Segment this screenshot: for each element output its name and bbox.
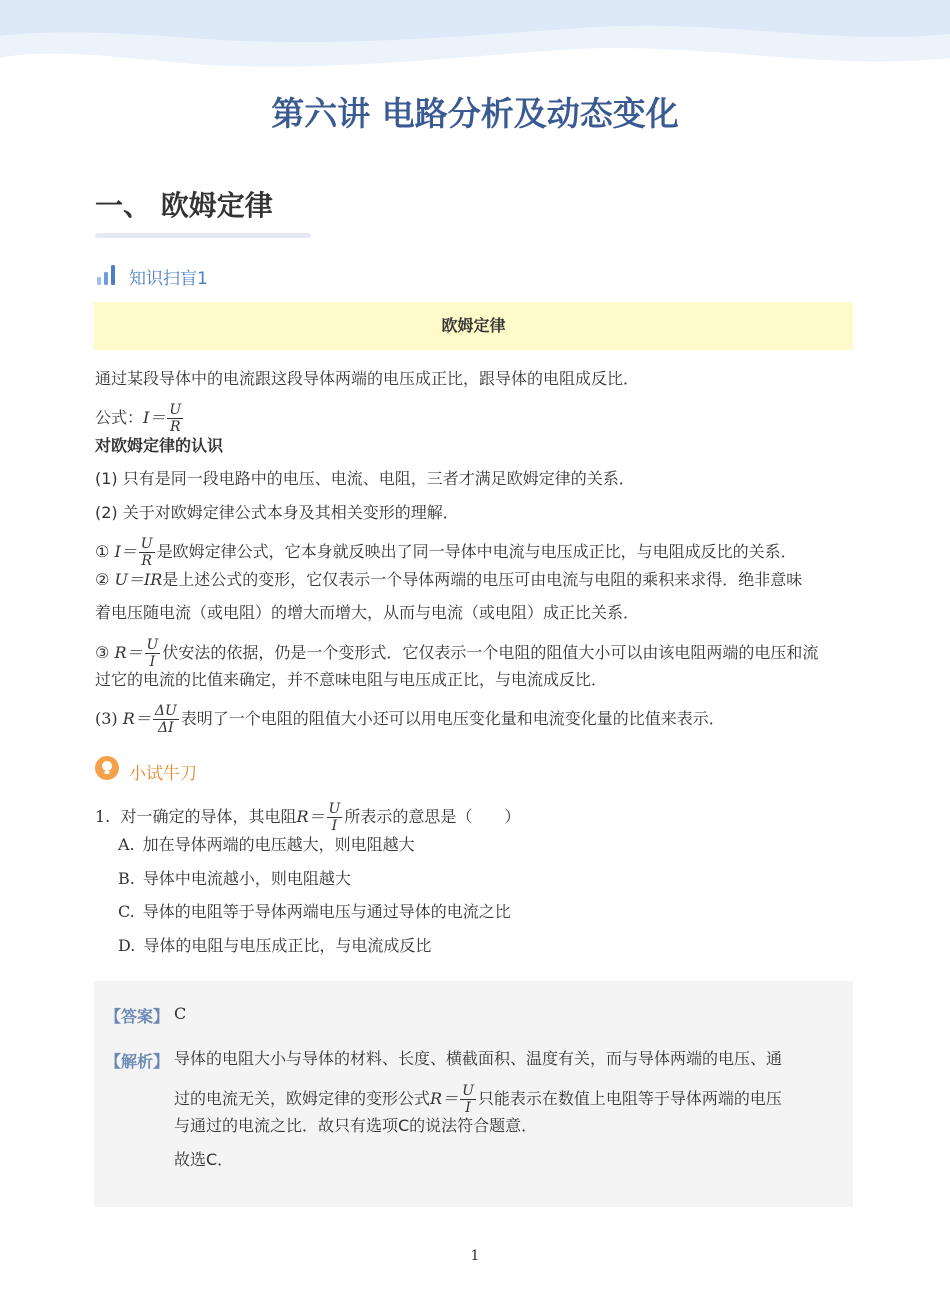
c1-numerator: U xyxy=(140,536,153,552)
c1-formula-lhs: I＝ xyxy=(114,542,137,561)
formula-line xyxy=(95,402,185,435)
c1-text: 是欧姆定律公式，它本身就反映出了同一导体中电流与电压成正比，与电阻成反比的关系． xyxy=(156,542,797,561)
formula-numerator: U xyxy=(169,402,182,418)
question-fraction xyxy=(327,801,343,834)
analysis-line-1: 导体的电阻大小与导体的材料、长度、横截面积、温度有关，而与导体两端的电压、通 xyxy=(174,1049,783,1068)
formula-denominator: R xyxy=(169,419,181,435)
circle-mark-3: ③ xyxy=(95,643,110,662)
practice-section-label: 小试牛刀 xyxy=(129,764,197,784)
bar-chart-icon xyxy=(96,264,120,286)
answer-tag: 【答案】 xyxy=(105,1007,170,1026)
question-number: 1. xyxy=(95,807,111,826)
option-text: 导体的电阻等于导体两端电压与通过导体的电流之比 xyxy=(142,902,511,921)
intro-text: 通过某段导体中的电流跟这段导体两端的电压成正比，跟导体的电阻成反比． xyxy=(95,369,640,388)
p3-text: 表明了一个电阻的阻值大小还可以用电压变化量和电流变化量的比值来表示． xyxy=(180,709,725,728)
c1-fraction xyxy=(139,536,155,569)
option-text: 加在导体两端的电压越大，则电阻越大 xyxy=(142,835,415,854)
question-formula-lhs: R＝ xyxy=(296,807,325,826)
option-letter: B. xyxy=(118,869,135,888)
topic-banner: 欧姆定律 xyxy=(94,302,853,350)
question-denominator: I xyxy=(331,818,338,834)
point-3-mark: (3) xyxy=(95,709,118,728)
circle-mark-1: ① xyxy=(95,542,110,561)
point-3 xyxy=(95,703,725,736)
analysis-line-3: 与通过的电流之比．故只有选项C的说法符合题意． xyxy=(174,1116,538,1135)
c3-text: 伏安法的依据，仍是一个变形式．它仅表示一个电阻的阻值大小可以由该电阻两端的电压和流 xyxy=(162,643,819,662)
page-number: 1 xyxy=(470,1248,480,1264)
section-underline xyxy=(95,233,311,238)
analysis-tag: 【解析】 xyxy=(105,1052,170,1071)
option-letter: D. xyxy=(118,936,136,955)
circle-mark-2: ② xyxy=(95,570,110,589)
answer-value: C xyxy=(174,1004,187,1023)
point-2: (2) 关于对欧姆定律公式本身及其相关变形的理解． xyxy=(95,503,459,522)
document-title: 第六讲 电路分析及动态变化 xyxy=(271,94,679,133)
analysis-fraction xyxy=(460,1083,476,1116)
c3-formula-lhs: R＝ xyxy=(114,643,143,662)
c2-text: 是上述公式的变形，它仅表示一个导体两端的电压可由电流与电阻的乘积来求得．绝非意味 xyxy=(162,570,803,589)
formula-fraction xyxy=(167,402,183,435)
question-1 xyxy=(95,801,520,834)
section-title: 一、 欧姆定律 xyxy=(95,189,273,222)
c1-denominator: R xyxy=(141,553,152,569)
option-b[interactable] xyxy=(118,869,351,889)
question-numerator: U xyxy=(328,801,341,817)
formula-lhs: I＝ xyxy=(143,408,166,427)
option-letter: C. xyxy=(118,902,135,921)
c3-numerator: U xyxy=(146,637,159,653)
analysis-line-2-end: 只能表示在数值上电阻等于导体两端的电压 xyxy=(477,1089,782,1108)
analysis-line-2 xyxy=(174,1083,782,1116)
understanding-heading: 对欧姆定律的认识 xyxy=(95,436,224,455)
c3-fraction xyxy=(145,637,161,670)
option-d[interactable] xyxy=(118,936,431,956)
option-a[interactable] xyxy=(118,835,415,855)
formula-prefix: 公式： xyxy=(95,408,144,427)
option-text: 导体中电流越小，则电阻越大 xyxy=(142,869,351,888)
option-c[interactable] xyxy=(118,902,511,922)
p3-formula-lhs: R＝ xyxy=(122,709,151,728)
question-text-end: 所表示的意思是（ ） xyxy=(344,807,521,826)
option-text: 导体的电阻与电压成正比，与电流成反比 xyxy=(143,936,432,955)
lightbulb-icon xyxy=(95,756,119,780)
analysis-numerator: U xyxy=(462,1083,474,1099)
circle-point-2-cont: 着电压随电流（或电阻）的增大而增大，从而与电流（或电阻）成正比关系． xyxy=(95,603,640,622)
question-text: 对一确定的导体，其电阻 xyxy=(120,807,297,826)
circle-point-2 xyxy=(95,570,802,590)
point-1: (1) 只有是同一段电路中的电压、电流、电阻，三者才满足欧姆定律的关系． xyxy=(95,469,635,488)
analysis-line-2-start: 过的电流无关，欧姆定律的变形公式 xyxy=(174,1089,431,1108)
analysis-formula-lhs: R＝ xyxy=(430,1089,459,1108)
p3-fraction xyxy=(153,703,179,736)
knowledge-section-label: 知识扫盲1 xyxy=(129,269,208,289)
p3-denominator: ΔI xyxy=(157,720,174,736)
analysis-line-4: 故选C． xyxy=(174,1150,234,1169)
p3-numerator: ΔU xyxy=(154,703,177,719)
header-wave-decoration xyxy=(0,0,950,72)
circle-point-3-cont: 过它的电流的比值来确定，并不意味电阻与电压成正比，与电流成反比． xyxy=(95,670,608,689)
analysis-denominator: I xyxy=(465,1100,471,1116)
option-letter: A. xyxy=(118,835,135,854)
circle-point-3 xyxy=(95,637,818,670)
c3-denominator: I xyxy=(149,654,156,670)
circle-point-1 xyxy=(95,536,797,569)
c2-formula: U＝IR xyxy=(114,570,163,589)
